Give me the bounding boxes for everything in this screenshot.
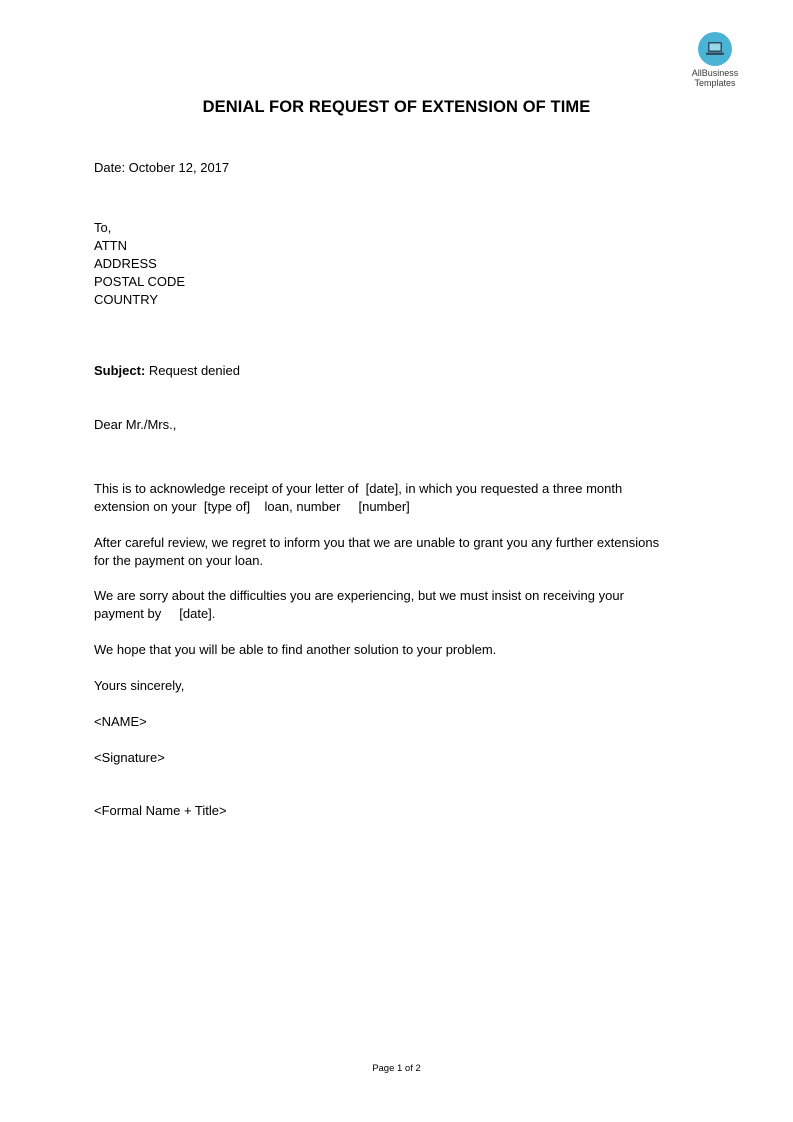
body-paragraph-1-line-2: extension on your [type of] loan, number [number]: [94, 499, 410, 514]
document-title: DENIAL FOR REQUEST OF EXTENSION OF TIME: [202, 98, 591, 116]
recipient-to: To,: [94, 220, 112, 235]
body-paragraph-2-line-2: for the payment on your loan.: [94, 553, 264, 568]
recipient-address: ADDRESS: [94, 256, 157, 271]
date-line: Date: October 12, 2017: [94, 160, 230, 175]
body-paragraph-1-line-1: This is to acknowledge receipt of your letter of [date], in which you requested a three month: [94, 481, 623, 496]
recipient-country: COUNTRY: [94, 292, 159, 307]
body-paragraph-2-line-1: After careful review, we regret to inform you that we are unable to grant you any further extensions: [94, 535, 660, 550]
logo-line-2: Templates: [694, 78, 736, 88]
formal-name-placeholder: <Formal Name + Title>: [94, 803, 227, 818]
logo-text: [680, 68, 750, 88]
laptop-icon: [698, 32, 732, 66]
salutation: Dear Mr./Mrs.,: [94, 417, 177, 432]
subject-value: Request denied: [145, 363, 240, 378]
signature-placeholder: <Signature>: [94, 750, 165, 765]
closing: Yours sincerely,: [94, 678, 185, 693]
body-paragraph-4: We hope that you will be able to find another solution to your problem.: [94, 642, 497, 657]
recipient-attn: ATTN: [94, 238, 127, 253]
body-paragraph-3-line-2: payment by [date].: [94, 606, 216, 621]
body-paragraph-3-line-1: We are sorry about the difficulties you are experiencing, but we must insist on receiving your: [94, 588, 624, 603]
page-number: Page 1 of 2: [372, 1063, 421, 1074]
name-placeholder: <NAME>: [94, 714, 147, 729]
logo-line-1: AllBusiness: [691, 68, 739, 78]
allbusiness-templates-logo: [680, 32, 750, 88]
recipient-postal-code: POSTAL CODE: [94, 274, 186, 289]
subject-line: [94, 362, 240, 380]
subject-label: Subject:: [94, 363, 146, 378]
